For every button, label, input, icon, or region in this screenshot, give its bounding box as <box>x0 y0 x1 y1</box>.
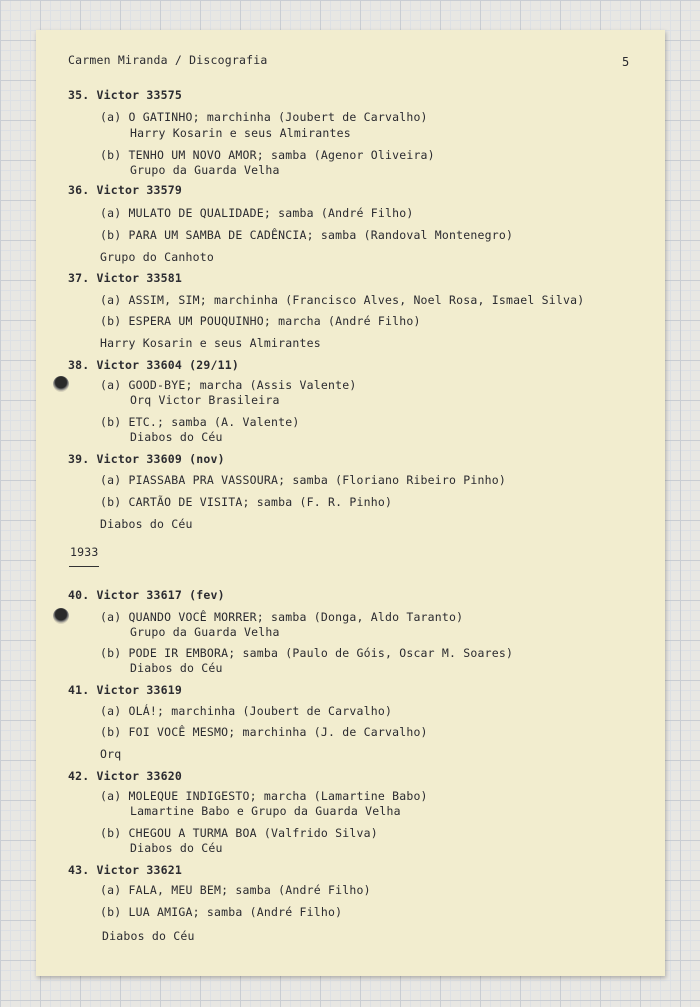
entry-line: (a) O GATINHO; marchinha (Joubert de Carvalho) <box>100 110 428 124</box>
entry-line: (a) QUANDO VOCÊ MORRER; samba (Donga, Aldo Taranto) <box>100 610 464 624</box>
entry-line: Grupo da Guarda Velha <box>130 163 280 177</box>
entry-line: (a) OLÁ!; marchinha (Joubert de Carvalho) <box>100 704 393 718</box>
entry-heading: 38. Victor 33604 (29/11) <box>68 358 239 372</box>
entry-line: (b) FOI VOCÊ MESMO; marchinha (J. de Carvalho) <box>100 725 428 739</box>
entry-line: Diabos do Céu <box>130 430 223 444</box>
entry-line: Harry Kosarin e seus Almirantes <box>100 336 321 350</box>
entry-line: Diabos do Céu <box>102 929 195 943</box>
entry-heading: 37. Victor 33581 <box>68 271 182 285</box>
entry-line: (a) MULATO DE QUALIDADE; samba (André Filho) <box>100 206 414 220</box>
entry-line: (a) MOLEQUE INDIGESTO; marcha (Lamartine Babo) <box>100 789 428 803</box>
entry-heading: 41. Victor 33619 <box>68 683 182 697</box>
entry-line: Grupo da Guarda Velha <box>130 625 280 639</box>
entry-line: Diabos do Céu <box>130 661 223 675</box>
entry-line: Harry Kosarin e seus Almirantes <box>130 126 351 140</box>
punch-hole <box>53 608 69 624</box>
entry-heading: 36. Victor 33579 <box>68 183 182 197</box>
entry-line: Orq <box>100 747 122 761</box>
entry-heading: 35. Victor 33575 <box>68 88 182 102</box>
typewritten-page <box>36 30 665 976</box>
entry-heading: 43. Victor 33621 <box>68 863 182 877</box>
entry-line: 1933 <box>70 545 99 559</box>
entry-line: (b) CARTÃO DE VISITA; samba (F. R. Pinho) <box>100 495 393 509</box>
entry-line: Grupo do Canhoto <box>100 250 214 264</box>
entry-line: (b) PARA UM SAMBA DE CADÊNCIA; samba (Randoval Montenegro) <box>100 228 514 242</box>
entry-line: Diabos do Céu <box>130 841 223 855</box>
punch-hole <box>53 376 69 392</box>
entry-line: (a) PIASSABA PRA VASSOURA; samba (Floriano Ribeiro Pinho) <box>100 473 507 487</box>
entry-line: (b) ETC.; samba (A. Valente) <box>100 415 300 429</box>
entry-line: (b) TENHO UM NOVO AMOR; samba (Agenor Oliveira) <box>100 148 435 162</box>
entry-line: Orq Victor Brasileira <box>130 393 280 407</box>
year-underline <box>69 566 99 567</box>
entry-line: Diabos do Céu <box>100 517 193 531</box>
entry-heading: 40. Victor 33617 (fev) <box>68 588 225 602</box>
entry-line: (a) GOOD-BYE; marcha (Assis Valente) <box>100 378 357 392</box>
entry-line: (a) ASSIM, SIM; marchinha (Francisco Alves, Noel Rosa, Ismael Silva) <box>100 293 585 307</box>
entry-heading: 42. Victor 33620 <box>68 769 182 783</box>
page-header-title: Carmen Miranda / Discografia <box>68 53 268 67</box>
entry-line: (b) LUA AMIGA; samba (André Filho) <box>100 905 343 919</box>
entry-line: (b) CHEGOU A TURMA BOA (Valfrido Silva) <box>100 826 378 840</box>
entry-line: (b) ESPERA UM POUQUINHO; marcha (André Filho) <box>100 314 421 328</box>
page-number: 5 <box>622 55 630 69</box>
entry-heading: 39. Victor 33609 (nov) <box>68 452 225 466</box>
entry-line: (b) PODE IR EMBORA; samba (Paulo de Góis, Oscar M. Soares) <box>100 646 514 660</box>
entry-line: Lamartine Babo e Grupo da Guarda Velha <box>130 804 401 818</box>
entry-line: (a) FALA, MEU BEM; samba (André Filho) <box>100 883 371 897</box>
